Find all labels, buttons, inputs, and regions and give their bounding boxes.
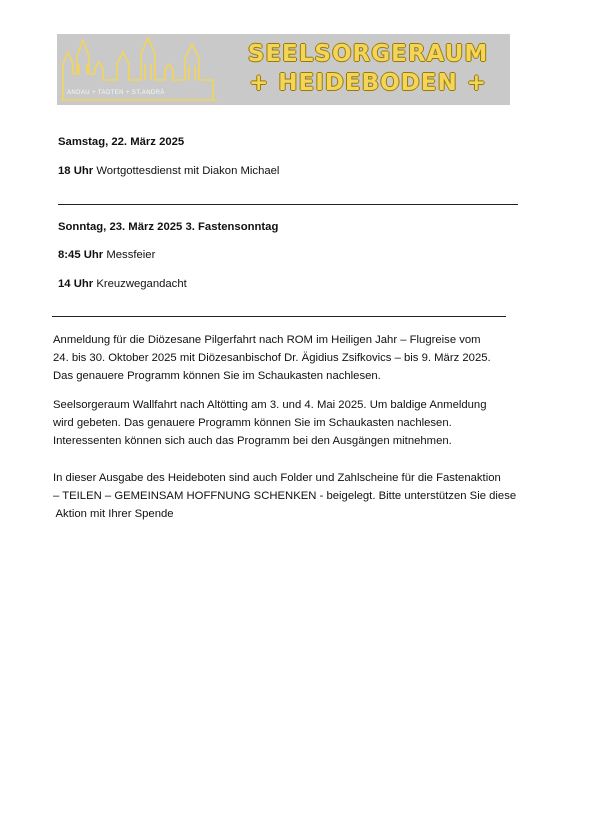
banner-subtitle: ANDAU + TADTEN + ST.ANDRÄ [67, 90, 165, 96]
announcement-line: In dieser Ausgabe des Heideboten sind auch Folder und Zahlscheine für die Fastenaktion [53, 472, 501, 484]
event-time: 8:45 Uhr [58, 249, 104, 261]
divider [52, 316, 506, 317]
announcement-line: Interessenten können sich auch das Programm bei den Ausgängen mitnehmen. [53, 435, 452, 447]
announcement-line: Anmeldung für die Diözesane Pilgerfahrt nach ROM im Heiligen Jahr – Flugreise vom [53, 334, 481, 346]
saturday-date: Samstag, 22. März 2025 [58, 136, 185, 148]
announcement-line: wird gebeten. Das genauere Programm können Sie im Schaukasten nachlesen. [53, 417, 452, 429]
event-time: 14 Uhr [58, 278, 94, 290]
header-banner [57, 34, 510, 105]
event-time: 18 Uhr [58, 165, 94, 177]
event-row [58, 275, 187, 293]
announcement-line: – TEILEN – GEMEINSAM HOFFNUNG SCHENKEN - beigelegt. Bitte unterstützen Sie diese [53, 490, 517, 502]
announcement-line: Aktion mit Ihrer Spende [53, 508, 174, 520]
event-row [58, 246, 155, 264]
banner-title-line2: + HEIDEBODEN + [248, 70, 487, 96]
announcement-line: Seelsorgeraum Wallfahrt nach Altötting am 3. und 4. Mai 2025. Um baldige Anmeldung [53, 399, 487, 411]
announcement-wallfahrt [53, 396, 533, 450]
event-title: Kreuzwegandacht [96, 278, 187, 290]
event-title: Messfeier [106, 249, 156, 261]
divider [58, 204, 518, 205]
announcement-line: 24. bis 30. Oktober 2025 mit Diözesanbischof Dr. Ägidius Zsifkovics – bis 9. März 2025. [53, 352, 491, 364]
announcement-fastenaktion [53, 469, 533, 523]
event-row [58, 162, 279, 180]
announcement-line: Das genauere Programm können Sie im Schaukasten nachlesen. [53, 370, 381, 382]
event-title: Wortgottesdienst mit Diakon Michael [96, 165, 280, 177]
banner-title-line1: SEELSORGERAUM [247, 41, 489, 67]
sunday-date: Sonntag, 23. März 2025 3. Fastensonntag [58, 221, 279, 233]
announcement-pilgrimage [53, 331, 533, 385]
